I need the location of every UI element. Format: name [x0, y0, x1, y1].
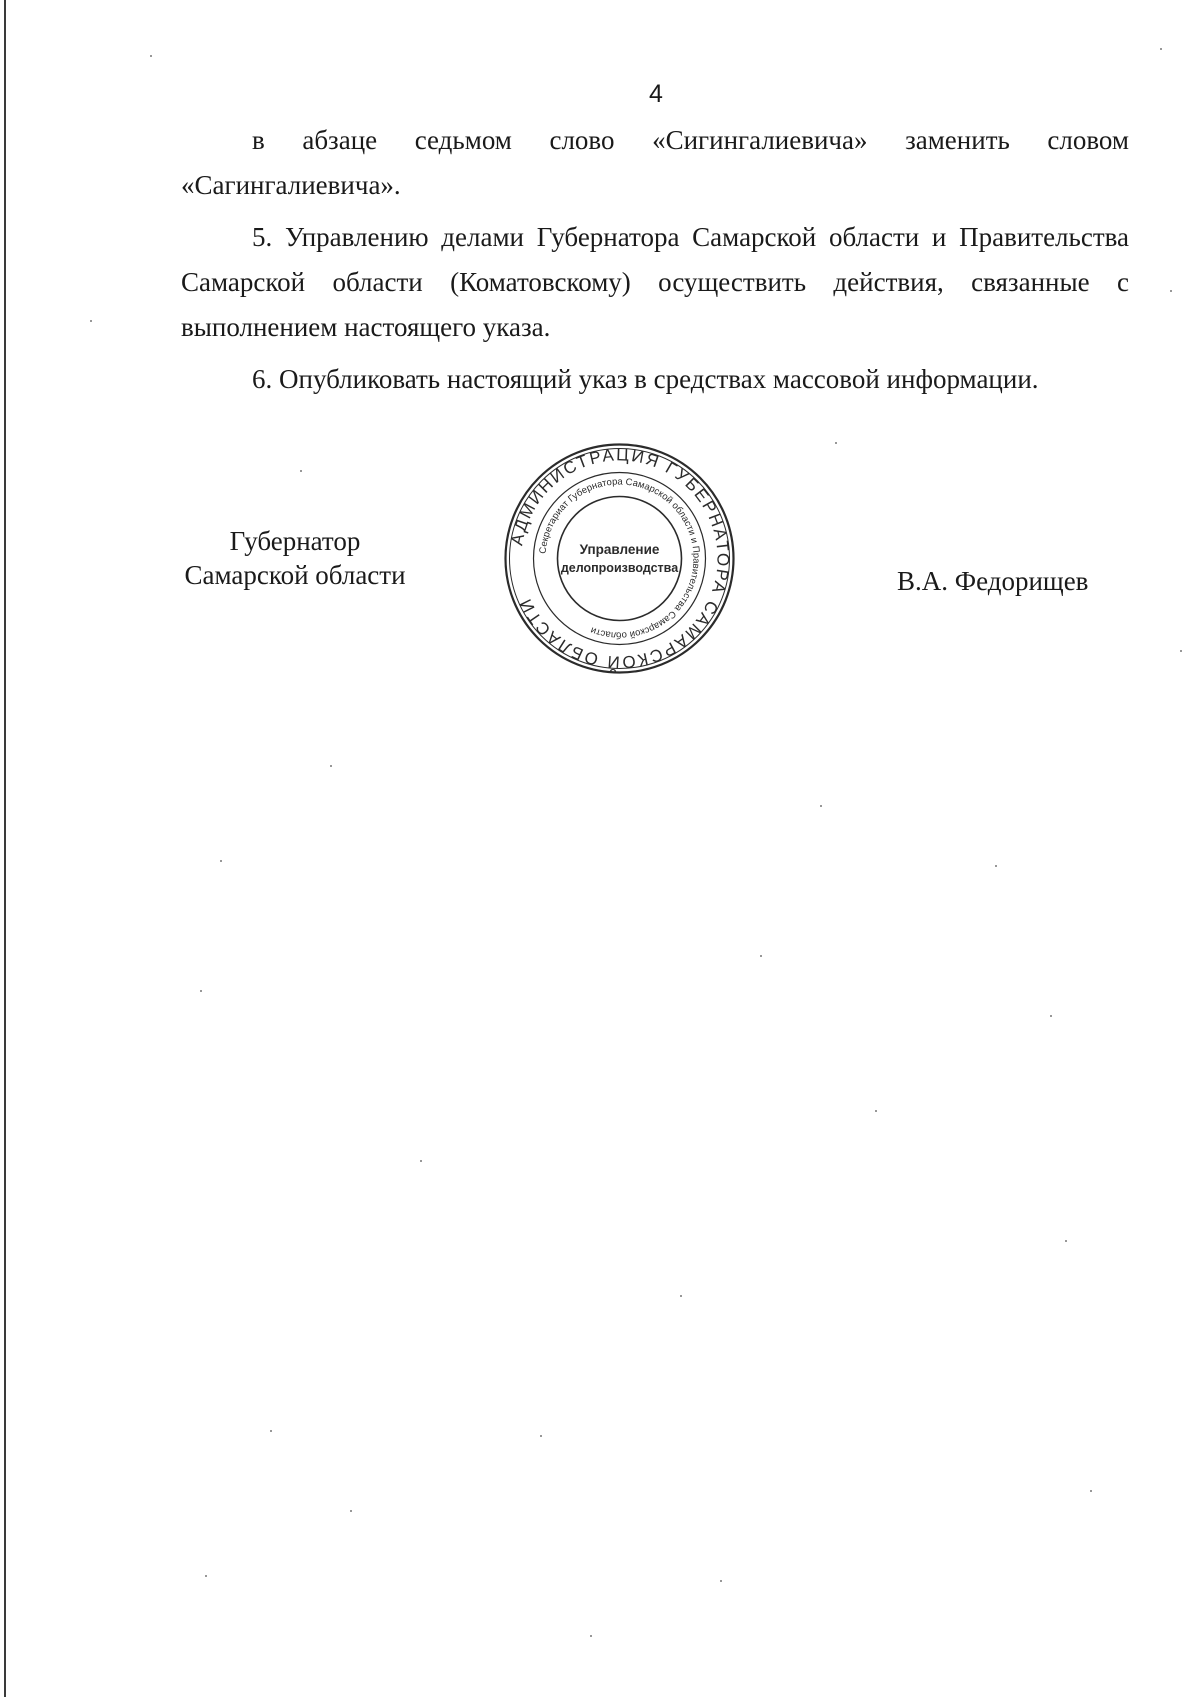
- scan-speck: [300, 470, 302, 472]
- scan-speck: [205, 1575, 207, 1577]
- scan-speck: [1065, 1240, 1067, 1242]
- scan-speck: [330, 765, 332, 767]
- scan-speck: [680, 1295, 682, 1297]
- stamp-outer-text: АДМИНИСТРАЦИЯ ГУБЕРНАТОРА САМАРСКОЙ ОБЛАСТИ: [507, 445, 733, 672]
- paragraph-6: 6. Опубликовать настоящий указ в средствах массовой информации.: [252, 364, 1039, 394]
- scan-speck: [1170, 290, 1172, 292]
- scan-speck: [270, 1430, 272, 1432]
- stamp-center-line2: делопроизводства: [560, 561, 679, 575]
- scan-edge-line: [4, 0, 6, 1697]
- page-number: 4: [649, 80, 663, 108]
- scan-speck: [150, 55, 152, 57]
- scan-speck: [760, 955, 762, 957]
- scan-speck: [1160, 48, 1162, 50]
- scan-speck: [220, 860, 222, 862]
- signatory-title-line2: Самарской области: [184, 560, 406, 590]
- signatory-title: [170, 524, 420, 592]
- signatory-title-line1: Губернатор: [229, 526, 361, 556]
- scan-speck: [200, 990, 202, 992]
- scan-speck: [1090, 1490, 1092, 1492]
- stamp-inner-text: Секретариат Губернатора Самарской области и Правительства Самарской области: [537, 476, 702, 641]
- svg-text:Секретариат Губернатора Самарс: [538, 476, 702, 640]
- scan-speck: [350, 1510, 352, 1512]
- scan-speck: [1180, 650, 1182, 652]
- scan-speck: [420, 1160, 422, 1162]
- paragraph-5: 5. Управлению делами Губернатора Самарской области и Правительства Самарской области (Коматовскому) осуществить действия, связанные с выполнением настоящего указа.: [181, 222, 1129, 342]
- scan-speck: [1050, 1015, 1052, 1017]
- scan-speck: [90, 320, 92, 322]
- signatory-name: В.А. Федорищев: [897, 566, 1089, 596]
- scan-speck: [835, 442, 837, 444]
- scan-speck: [590, 1635, 592, 1637]
- official-seal-stamp: [502, 441, 737, 676]
- stamp-center-line1: Управление: [579, 542, 660, 557]
- scan-speck: [875, 1110, 877, 1112]
- scan-speck: [540, 1435, 542, 1437]
- scan-speck: [820, 805, 822, 807]
- scan-speck: [995, 865, 997, 867]
- scan-speck: [720, 1580, 722, 1582]
- paragraph-amendment: в абзаце седьмом слово «Сигингалиевича» заменить словом «Сагингалиевича».: [181, 125, 1129, 200]
- document-body: [181, 118, 1129, 409]
